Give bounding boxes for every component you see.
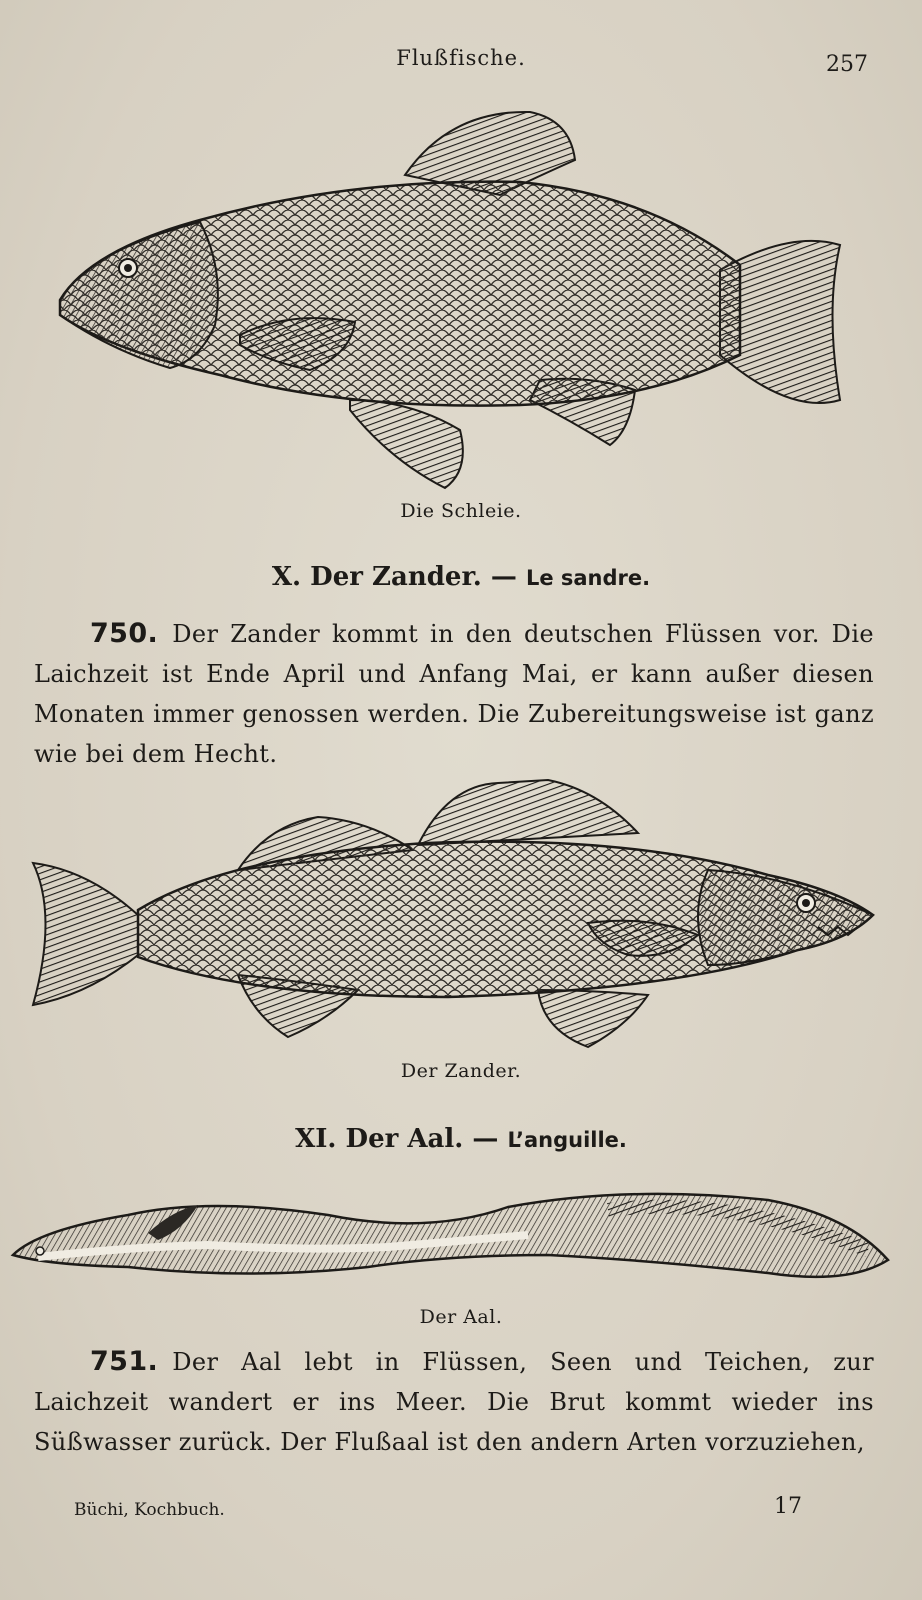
paragraph-750 bbox=[34, 614, 874, 774]
figure-caption-zander: Der Zander. bbox=[400, 1060, 522, 1082]
paragraph-751 bbox=[34, 1342, 874, 1462]
running-head: Flußfische. bbox=[396, 46, 526, 70]
paragraph-number: 751. bbox=[90, 1346, 159, 1377]
section-heading-aal bbox=[0, 1124, 922, 1154]
heading-dash: — bbox=[472, 1124, 499, 1154]
figure-caption-schleie: Die Schleie. bbox=[400, 500, 522, 522]
heading-dash: — bbox=[490, 562, 517, 592]
section-heading-zander bbox=[0, 562, 922, 592]
heading-german: XI. Der Aal. bbox=[295, 1124, 464, 1154]
figure-caption-aal: Der Aal. bbox=[419, 1306, 503, 1328]
heading-french: Le sandre. bbox=[525, 566, 651, 590]
tench-fish-illustration bbox=[50, 100, 850, 500]
footer-signature: Büchi, Kochbuch. bbox=[74, 1500, 225, 1520]
heading-german: X. Der Zander. bbox=[271, 562, 482, 592]
paragraph-number: 750. bbox=[90, 618, 159, 649]
paragraph-text: Der Zander kommt in den deutschen Flüssen vor. Die Laichzeit ist Ende April und Anfang Mai, er kann außer diesen Monaten immer genossen werden. Die Zubereitungsweise ist ganz wie bei dem Hecht. bbox=[34, 620, 874, 768]
eel-illustration bbox=[8, 1185, 908, 1295]
zander-fish-illustration bbox=[28, 775, 888, 1055]
heading-french: L’anguille. bbox=[507, 1128, 627, 1152]
page-number: 257 bbox=[826, 52, 868, 77]
footer-sheet-number: 17 bbox=[774, 1494, 802, 1519]
paragraph-text: Der Aal lebt in Flüssen, Seen und Teichen, zur Laichzeit wandert er ins Meer. Die Brut kommt wieder ins Süßwasser zurück. Der Flußaal ist den andern Arten vorzuziehen, bbox=[34, 1348, 874, 1456]
